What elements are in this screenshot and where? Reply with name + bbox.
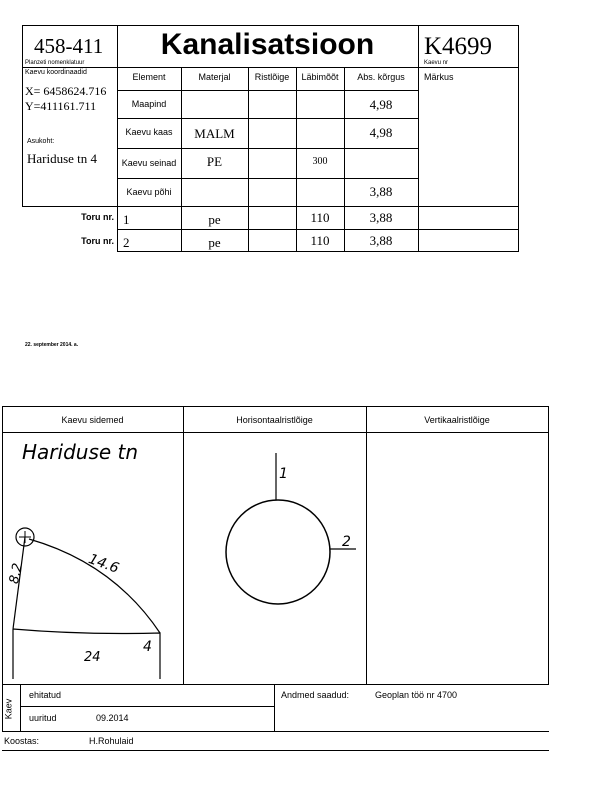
row-height: 4,98 [369,125,393,140]
kaev-label: Kaev [3,698,14,720]
row-height: 4,98 [369,97,393,112]
data-from-value: Geoplan töö nr 4700 [375,690,458,700]
author-value: H.Rohulaid [89,736,134,746]
row-material: PE [206,154,223,169]
pipe-material: pe [208,212,221,227]
col-diameter: Läbimõõt [301,72,339,82]
row-element: Kaevu põhi [126,187,172,197]
row-material: MALM [194,126,235,141]
pipe-height: 3,88 [369,233,393,248]
distance-label: 8.2 [6,561,26,586]
distance-label: 4 [143,639,152,655]
pipe-number: 2 [123,235,130,250]
pipe-diameter: 110 [310,210,330,225]
pipe-label: Toru nr. [81,236,114,246]
coords-label: Kaevu koordinaadid [25,69,87,76]
row-element: Kaevu kaas [125,127,173,137]
x-coordinate: X= 6458624.716 [25,84,107,98]
location-label: Asukoht: [27,138,55,145]
pipe-1-label: 1 [279,466,288,482]
building-label: 24 [84,650,101,665]
pipe-label: Toru nr. [81,212,114,222]
page-title: Kanalisatsioon [160,28,375,61]
pipe-diameter: 110 [310,233,330,248]
col-cross-section: Ristlõige [254,72,290,82]
well-outline [226,500,330,604]
surveyed-label: uuritud [29,713,57,723]
y-coordinate: Y=411161.711 [25,99,97,113]
well-number-label: Kaevu nr [424,60,449,66]
document-date: 22. september 2014. a. [25,342,79,348]
col-element: Element [132,72,166,82]
nomenclature-label: Planzeti nomenklatuur [25,60,85,66]
section-vertical-title: Vertikaalristlõige [424,415,490,425]
well-number: K4699 [424,33,493,60]
col-abs-height: Abs. kõrgus [357,72,405,82]
surveyed-date: 09.2014 [96,713,129,723]
street-label: Hariduse tn [22,440,139,464]
pipe-number: 1 [123,212,130,227]
row-element: Kaevu seinad [121,158,177,168]
location-value: Hariduse tn 4 [27,151,98,166]
built-label: ehitatud [29,690,62,700]
pipe-2-label: 2 [342,534,351,550]
distance-label: 14.6 [86,551,121,577]
section-horizontal-title: Horisontaalristlõige [236,415,313,425]
author-label: Koostas: [4,736,40,746]
col-notes: Märkus [424,72,454,82]
pipe-height: 3,88 [369,210,393,225]
pipe-material: pe [208,235,221,250]
nomenclature-value: 458-411 [34,34,104,58]
horizontal-section-drawing [184,433,365,684]
row-element: Maapind [131,99,167,109]
col-material: Materjal [198,72,231,82]
row-diameter: 300 [312,156,328,167]
section-links-title: Kaevu sidemed [61,415,124,425]
data-from-label: Andmed saadud: [281,690,350,700]
row-height: 3,88 [369,184,393,199]
